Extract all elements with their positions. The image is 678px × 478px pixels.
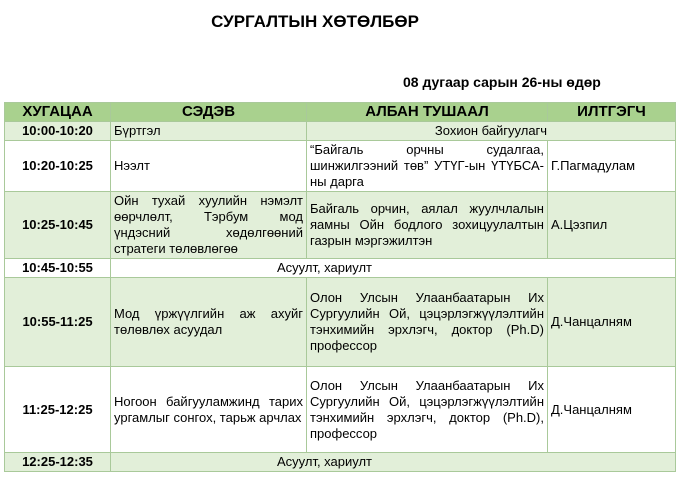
topic-cell: Ойн тухай хуулийн нэмэлт өөрчлөлт, Тэрбум мод үндэсний хөдөлгөөний стратеги төлөвлөгөө: [111, 192, 307, 259]
topic-cell: Ногоон байгууламжинд тарих ургамлыг сонгох, тарьж арчлах: [111, 367, 307, 453]
position-cell: “Байгаль орчны судалгаа, шинжилгээний төв” УТҮГ-ын ҮТҮБСА-ны дарга: [307, 141, 548, 192]
speaker-cell: Г.Пагмадулам: [548, 141, 676, 192]
position-cell: Байгаль орчин, аялал жуулчлалын яамны Ойн бодлого зохицуулалтын газрын мэргэжилтэн: [307, 192, 548, 259]
time-cell: 10:45-10:55: [5, 259, 111, 278]
table-row: [5, 141, 676, 192]
position-cell: Олон Улсын Улаанбаатарын Их Сургуулийн Ой, цэцэрлэгжүүлэлтийн тэнхимийн эрхлэгч, доктор (Ph.D) профессор: [307, 278, 548, 367]
time-cell: 10:55-11:25: [5, 278, 111, 367]
header-speaker: ИЛТГЭГЧ: [548, 103, 676, 122]
header-position: АЛБАН ТУШААЛ: [307, 103, 548, 122]
position-cell: Олон Улсын Улаанбаатарын Их Сургуулийн Ой, цэцэрлэгжүүлэлтийн тэнхимийн эрхлэгч, доктор (Ph.D), профессор: [307, 367, 548, 453]
event-date: 08 дугаар сарын 26-ны өдөр: [403, 74, 601, 90]
table-row: [5, 367, 676, 453]
table-row: [5, 453, 676, 472]
topic-cell: Нээлт: [111, 141, 307, 192]
table-row: [5, 122, 676, 141]
table-row: [5, 278, 676, 367]
page-title: СУРГАЛТЫН ХӨТӨЛБӨР: [211, 12, 419, 31]
qa-cell: Асуулт, хариулт: [111, 453, 676, 472]
time-cell: 10:25-10:45: [5, 192, 111, 259]
organizer-cell: Зохион байгуулагч: [307, 122, 676, 141]
schedule-table: [4, 102, 676, 472]
topic-cell: Мод үржүүлгийн аж ахуйг төлөвлөх асуудал: [111, 278, 307, 367]
speaker-cell: Д.Чанцалням: [548, 367, 676, 453]
table-header-row: [5, 103, 676, 122]
time-cell: 12:25-12:35: [5, 453, 111, 472]
speaker-cell: Д.Чанцалням: [548, 278, 676, 367]
time-cell: 10:20-10:25: [5, 141, 111, 192]
header-topic: СЭДЭВ: [111, 103, 307, 122]
table-row: [5, 192, 676, 259]
table-row: [5, 259, 676, 278]
qa-cell: Асуулт, хариулт: [111, 259, 676, 278]
time-cell: 11:25-12:25: [5, 367, 111, 453]
header-time: ХУГАЦАА: [5, 103, 111, 122]
topic-cell: Бүртгэл: [111, 122, 307, 141]
speaker-cell: А.Цэзпил: [548, 192, 676, 259]
time-cell: 10:00-10:20: [5, 122, 111, 141]
